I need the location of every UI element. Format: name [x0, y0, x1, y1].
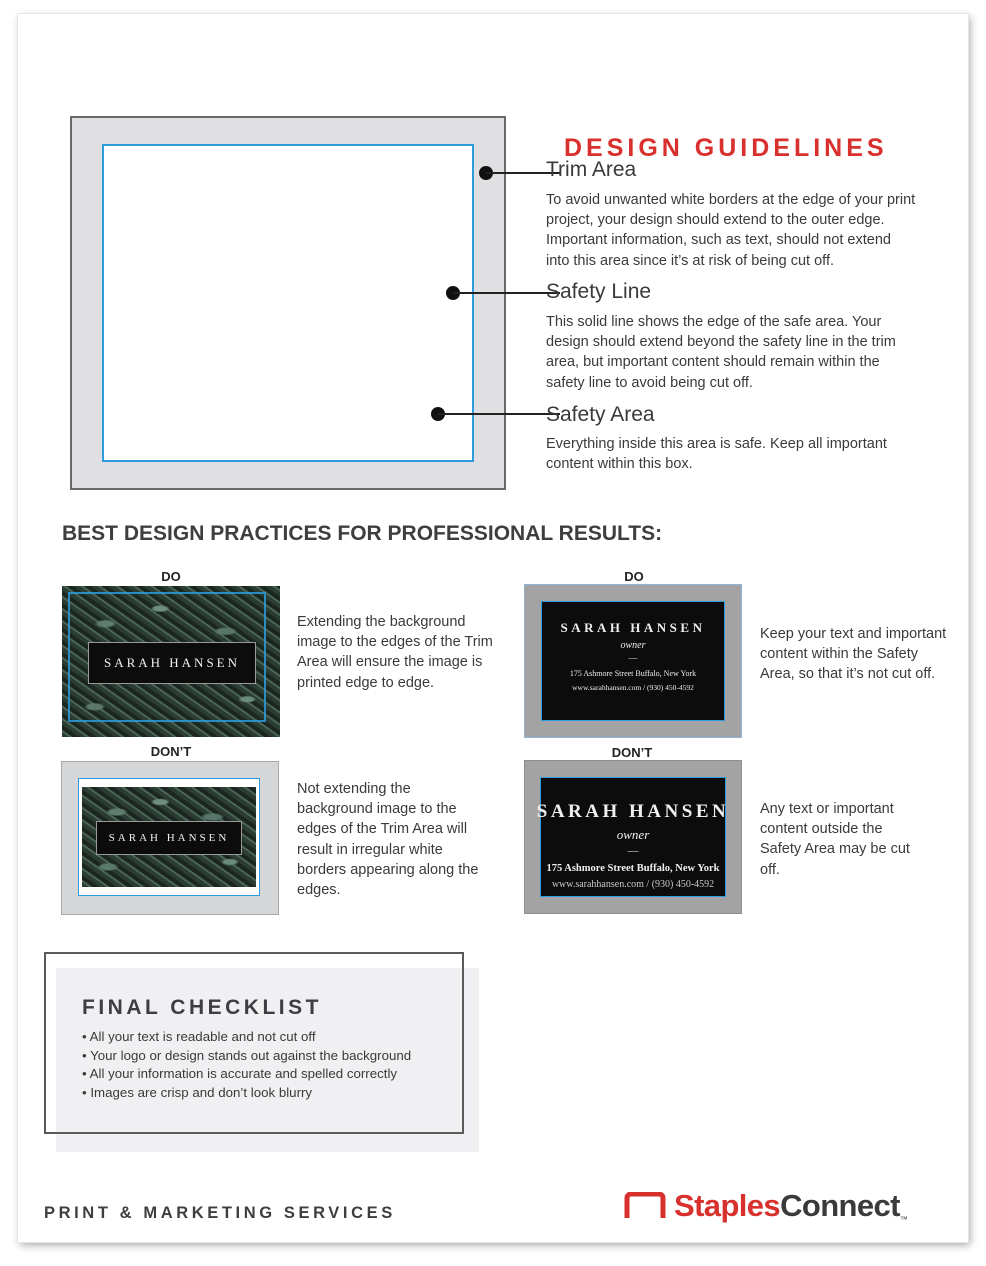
staples-connect-brand: [674, 1188, 907, 1224]
safety-area-body: Everything inside this area is safe. Keep all important content within this box.: [546, 436, 887, 473]
checklist-item-text: Your logo or design stands out against the background: [90, 1047, 412, 1063]
do-label-2: DO: [624, 569, 644, 584]
safety-area-heading: Safety Area: [546, 403, 655, 426]
card-divider: —: [627, 845, 639, 857]
dont-text-1: Not extending the background image to the edges of the Trim Area will result in irregular white borders appearing along the edges.: [297, 781, 479, 899]
do-label-1: DO: [161, 569, 181, 584]
card-contact: www.sarahhansen.com / (930) 450-4592: [551, 879, 715, 890]
do-text-1: Extending the background image to the edges of the Trim Area will ensure the image is printed edge to edge.: [297, 614, 493, 691]
footer-tagline: PRINT & MARKETING SERVICES: [44, 1204, 396, 1222]
design-guidelines-title: DESIGN GUIDELINES: [564, 134, 888, 162]
best-practices-title: BEST DESIGN PRACTICES FOR PROFESSIONAL RESULTS:: [62, 522, 663, 545]
card-address: 175 Ashmore Street Buffalo, New York: [569, 669, 697, 678]
do-example-card-safe: [524, 584, 742, 738]
card-address: 175 Ashmore Street Buffalo, New York: [546, 863, 720, 874]
checklist-item: • Your logo or design stands out against the background: [82, 1047, 412, 1063]
card-name-plate: SARAH HANSEN: [96, 821, 242, 855]
card-name: SARAH HANSEN: [560, 620, 706, 635]
checklist-item-text: All your text is readable and not cut off: [89, 1029, 316, 1044]
checklist-item-text: All your information is accurate and spelled correctly: [89, 1066, 398, 1081]
dont-text-2: Any text or important content outside the Safety Area may be cut off.: [760, 801, 910, 878]
card-role: owner: [616, 827, 650, 842]
card-role: owner: [620, 640, 646, 651]
safety-area-callout-line: [438, 413, 560, 415]
card-fern-inset: [82, 787, 256, 887]
safety-line-body: This solid line shows the edge of the safe area. Your design should extend beyond the safety line in the trim area, but important content should remain within the safety line to avoid being cut off.: [546, 314, 896, 391]
checklist-item: • All your text is readable and not cut off: [82, 1029, 316, 1044]
card-name-plate: SARAH HANSEN: [88, 642, 256, 684]
brand-trademark: ™: [899, 1215, 908, 1224]
dont-example-card-overflow: [524, 760, 742, 914]
card-name: SARAH HANSEN: [536, 801, 730, 822]
dont-example-card-border: [61, 761, 279, 915]
safety-line-heading: Safety Line: [546, 280, 652, 303]
do-example-card-fern: [62, 586, 280, 737]
brand-staples: Staples: [674, 1188, 781, 1223]
do-text-2: Keep your text and important content within the Safety Area, so that it’s not cut off.: [760, 626, 947, 683]
checklist-item-text: Images are crisp and don’t look blurry: [90, 1084, 313, 1100]
dont-label-1: DON’T: [150, 744, 192, 759]
final-checklist-title: FINAL CHECKLIST: [82, 996, 322, 1019]
card-divider: —: [628, 653, 638, 663]
dont-label-2: DON’T: [611, 745, 653, 760]
trim-area-body: To avoid unwanted white borders at the edge of your print project, your design should extend to the outer edge. Important information, such as text, should not extend into this area since it’s at risk of being cut off.: [546, 192, 916, 269]
safety-area-diagram: [102, 144, 474, 462]
safety-line-callout-line: [453, 292, 560, 294]
document-page: [18, 14, 968, 1242]
card-overflow-text: [525, 761, 741, 913]
card-contact: www.sarahhansen.com / (930) 450-4592: [572, 683, 694, 692]
card-white-border: [78, 778, 260, 896]
card-safe-content: [541, 601, 725, 721]
checklist-item: • Images are crisp and don’t look blurry: [82, 1084, 313, 1100]
trim-area-heading: Trim Area: [546, 158, 637, 181]
staples-logo-icon: [624, 1192, 666, 1220]
brand-connect: Connect: [780, 1188, 900, 1223]
checklist-item: • All your information is accurate and spelled correctly: [82, 1066, 398, 1081]
checklist-items: [82, 1028, 411, 1102]
